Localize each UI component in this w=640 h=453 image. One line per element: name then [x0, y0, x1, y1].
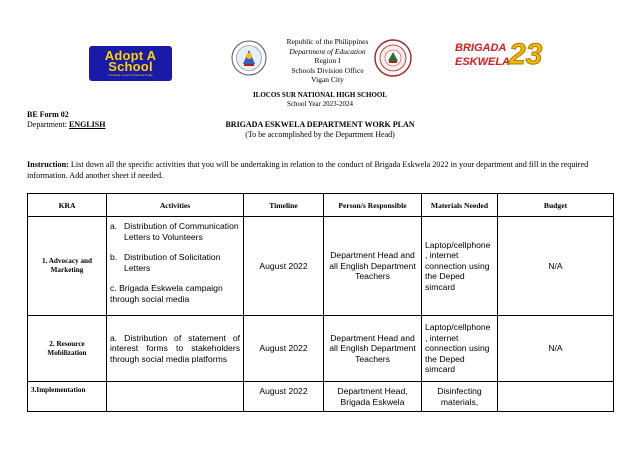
header-activities: Activities: [107, 194, 244, 217]
form-number: BE Form 02: [27, 110, 69, 119]
table-header-row: [28, 194, 614, 217]
school-name: ILOCOS SUR NATIONAL HIGH SCHOOL: [252, 91, 388, 99]
deped-seal-icon: [231, 37, 267, 79]
adopt-logo-line2: School: [108, 59, 153, 74]
activity-marker: b.: [110, 252, 118, 262]
materials-cell: Disinfecting materials,: [422, 382, 498, 412]
kra-cell: 2. Resource Mobilization: [28, 316, 107, 382]
brigada-logo-number: 23: [509, 38, 543, 71]
region-text: Region I: [314, 56, 341, 65]
header-budget: Budget: [498, 194, 614, 217]
activities-cell: a. Distribution of statement of interest forms to stakeholders through social media platforms: [107, 316, 244, 382]
materials-cell: Laptop/cellphone , internet connection using the Deped simcard: [422, 217, 498, 316]
letterhead: [270, 37, 385, 85]
person-cell: Department Head, Brigada Eskwela: [324, 382, 422, 412]
activity-marker: a.: [110, 221, 118, 231]
kra-cell: 3.Implementation: [28, 382, 107, 412]
activities-cell: [107, 217, 244, 316]
budget-cell: N/A: [498, 217, 614, 316]
header-person-responsible: Person/s Responsible: [324, 194, 422, 217]
form-subtitle: (To be accomplished by the Department Head): [245, 130, 395, 139]
header-timeline: Timeline: [244, 194, 324, 217]
materials-cell: Laptop/cellphone , internet connection using the Deped simcard: [422, 316, 498, 382]
activity-text: Distribution of Communication Letters to Volunteers: [124, 221, 239, 242]
timeline-cell: August 2022: [244, 217, 324, 316]
budget-cell: [498, 382, 614, 412]
department-of-education-text: Department of Education: [289, 46, 366, 56]
adopt-logo-tagline: Investing in your Tomorrow Today: [108, 73, 153, 77]
department-line: [27, 120, 105, 130]
budget-cell: N/A: [498, 316, 614, 382]
adopt-logo-line1: Adopt A: [104, 48, 157, 63]
header-kra: KRA: [28, 194, 107, 217]
brigada-logo-line2: ESKWELA: [455, 56, 510, 68]
activities-cell: [107, 382, 244, 412]
table-row: [28, 316, 614, 382]
school-year: School Year 2023-2024: [287, 100, 353, 108]
adopt-a-school-logo: [89, 46, 172, 81]
brigada-eskwela-logo: [455, 40, 547, 78]
activity-text: c. Brigada Eskwela campaign through social media: [110, 283, 223, 304]
timeline-cell: August 2022: [244, 316, 324, 382]
department-value: ENGLISH: [68, 120, 106, 129]
person-cell: Department Head and all English Department Teachers: [324, 316, 422, 382]
header-materials-needed: Materials Needed: [422, 194, 498, 217]
form-title: BRIGADA ESKWELA DEPARTMENT WORK PLAN: [225, 120, 415, 129]
activity-text: Distribution of Solicitation Letters: [124, 252, 221, 273]
work-plan-table: [27, 193, 614, 412]
city-text: Vigan City: [311, 75, 344, 84]
person-cell: Department Head and all English Department Teachers: [324, 217, 422, 316]
brigada-logo-line1: BRIGADA: [455, 42, 507, 54]
division-text: Schools Division Office: [291, 65, 364, 75]
instruction-label: Instruction:: [27, 160, 69, 169]
instruction-text: List down all the specific activities that you will be undertaking in relation to the conduct of Brigada Eskwela 2022 in your department and fill in the required information. Add another sheet if needed.: [27, 160, 589, 180]
activity-item: [110, 221, 240, 242]
department-label: Department:: [27, 120, 67, 129]
table-row: [28, 382, 614, 412]
kra-cell: 1. Advocacy and Marketing: [28, 217, 107, 316]
instruction: [27, 159, 615, 181]
republic-text: Republic of the Philippines: [286, 37, 369, 46]
table-row: [28, 217, 614, 316]
activity-item: [110, 252, 240, 273]
school-block: [200, 91, 440, 109]
timeline-cell: August 2022: [244, 382, 324, 412]
